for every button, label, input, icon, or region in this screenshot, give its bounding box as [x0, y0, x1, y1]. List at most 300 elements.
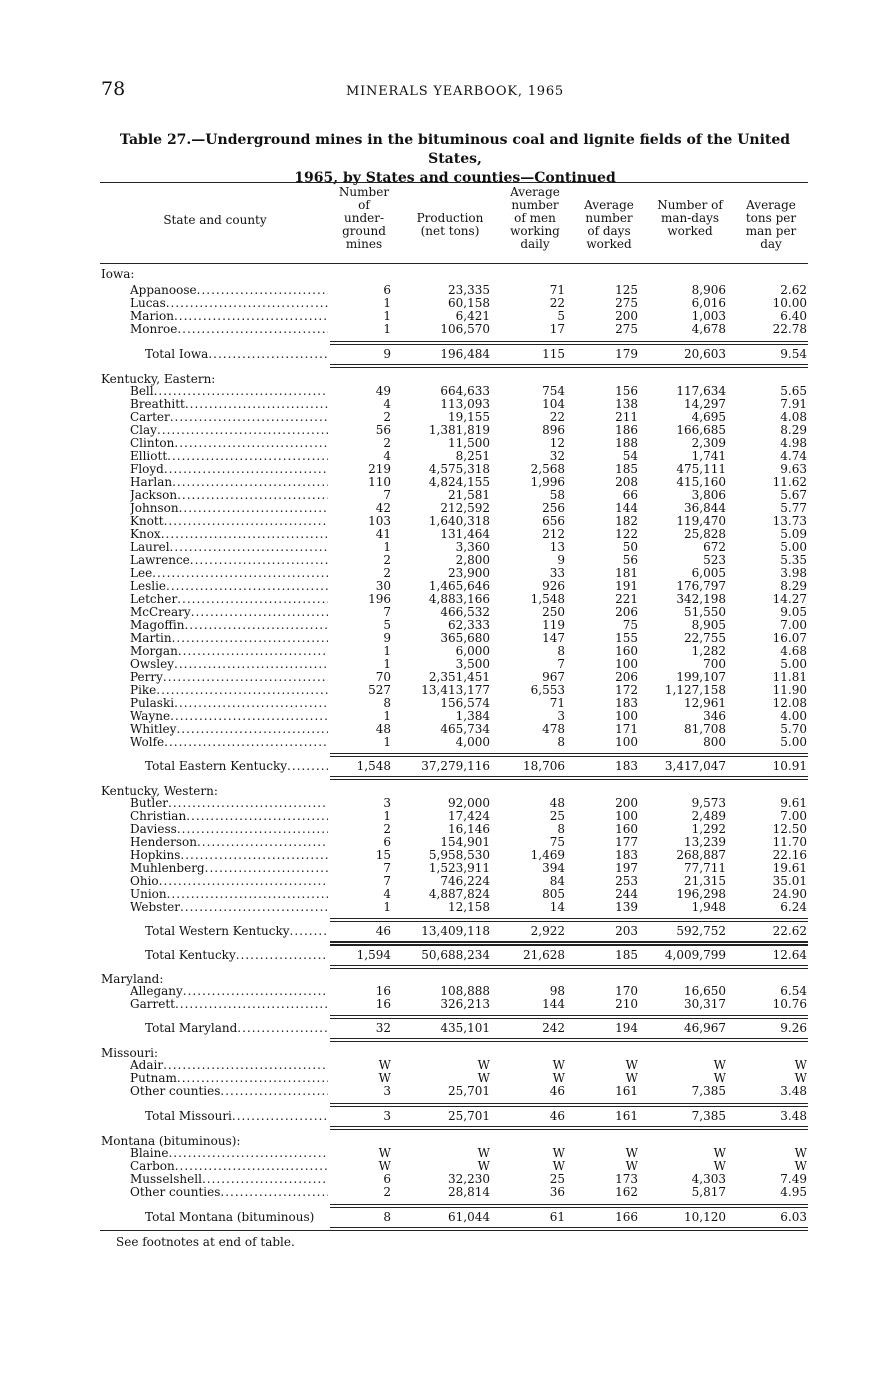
cell-production: 365,680 — [440, 631, 490, 645]
cell-days: 66 — [622, 488, 638, 502]
cell-days: 161 — [615, 1109, 638, 1123]
cell-men: 21,628 — [523, 948, 565, 962]
county-name: Garrett ..... — [130, 998, 328, 1011]
cell-tons-per-man: 6.03 — [780, 1210, 807, 1224]
cell-days: 253 — [615, 874, 638, 888]
county-name: Clay ..... — [130, 424, 328, 437]
county-name: Ohio ..... — [130, 875, 328, 888]
cell-tons-per-man: W — [794, 1058, 807, 1072]
table-row — [0, 862, 873, 875]
total-double-rule — [330, 1207, 808, 1208]
cell-men: 25 — [549, 809, 565, 823]
cell-mines: 1 — [383, 644, 391, 658]
cell-man-days: 36,844 — [684, 501, 726, 515]
total-double-rule — [330, 1038, 808, 1039]
cell-tons-per-man: 13.73 — [772, 514, 807, 528]
table-row — [0, 619, 873, 632]
state-name: Montana (bituminous): — [101, 1135, 241, 1148]
cell-men: 104 — [542, 397, 565, 411]
total-double-rule — [330, 918, 808, 919]
cell-men: 1,548 — [530, 592, 565, 606]
cell-man-days: 7,385 — [691, 1109, 726, 1123]
cell-man-days: 700 — [703, 657, 726, 671]
cell-men: W — [552, 1159, 565, 1173]
cell-mines: 3 — [383, 1109, 391, 1123]
cell-tons-per-man: 16.07 — [772, 631, 807, 645]
cell-production: 4,824,155 — [428, 475, 490, 489]
county-name: Knott ..... — [130, 515, 328, 528]
table-row — [0, 901, 873, 914]
cell-men: 8 — [557, 735, 565, 749]
cell-production: 25,701 — [448, 1084, 490, 1098]
cell-man-days: W — [713, 1146, 726, 1160]
cell-tons-per-man: 22.62 — [772, 924, 807, 938]
cell-production: 13,413,177 — [421, 683, 490, 697]
cell-mines: W — [378, 1146, 391, 1160]
cell-mines: 527 — [368, 683, 391, 697]
cell-tons-per-man: 6.40 — [780, 309, 807, 323]
cell-men: 656 — [542, 514, 565, 528]
table-row — [0, 1085, 873, 1098]
cell-days: 56 — [622, 553, 638, 567]
cell-man-days: 4,695 — [691, 410, 726, 424]
table-row — [0, 297, 873, 310]
cell-mines: 2 — [383, 566, 391, 580]
county-name: Monroe ..... — [130, 323, 328, 336]
cell-man-days: W — [713, 1058, 726, 1072]
cell-tons-per-man: 22.16 — [772, 848, 807, 862]
cell-days: W — [625, 1071, 638, 1085]
county-name: Hopkins ..... — [130, 849, 328, 862]
cell-men: 22 — [549, 296, 565, 310]
county-name: Morgan ..... — [130, 645, 328, 658]
cell-days: 185 — [615, 948, 638, 962]
cell-production: 1,384 — [455, 709, 490, 723]
cell-tons-per-man: 5.00 — [780, 657, 807, 671]
cell-man-days: 4,678 — [691, 322, 726, 336]
cell-men: 13 — [549, 540, 565, 554]
cell-mines: 110 — [368, 475, 391, 489]
cell-man-days: 119,470 — [676, 514, 726, 528]
cell-production: 466,532 — [440, 605, 490, 619]
cell-man-days: 1,127,158 — [664, 683, 726, 697]
cell-mines: 2 — [383, 1185, 391, 1199]
cell-tons-per-man: 4.74 — [780, 449, 807, 463]
cell-mines: 46 — [375, 924, 391, 938]
cell-days: 138 — [615, 397, 638, 411]
cell-man-days: 12,961 — [684, 696, 726, 710]
total-double-rule — [330, 1106, 808, 1107]
table-row — [0, 323, 873, 336]
cell-production: 113,093 — [440, 397, 490, 411]
cell-tons-per-man: 9.63 — [780, 462, 807, 476]
county-name: Knox ..... — [130, 528, 328, 541]
cell-man-days: 6,016 — [691, 296, 726, 310]
cell-days: 191 — [615, 579, 638, 593]
total-label: Total Montana (bituminous) — [145, 1211, 315, 1224]
cell-days: 177 — [615, 835, 638, 849]
state-heading-row — [0, 268, 873, 281]
cell-mines: 219 — [368, 462, 391, 476]
cell-mines: 1 — [383, 309, 391, 323]
cell-men: 896 — [542, 423, 565, 437]
cell-men: 115 — [542, 347, 565, 361]
cell-man-days: 51,550 — [684, 605, 726, 619]
cell-production: 4,575,318 — [428, 462, 490, 476]
table-row — [0, 998, 873, 1011]
cell-men: 46 — [549, 1109, 565, 1123]
cell-production: 2,800 — [455, 553, 490, 567]
cell-days: 181 — [615, 566, 638, 580]
cell-mines: 32 — [375, 1021, 391, 1035]
cell-days: 173 — [615, 1172, 638, 1186]
cell-mines: 1 — [383, 709, 391, 723]
table-row — [0, 888, 873, 901]
cell-production: 60,158 — [448, 296, 490, 310]
cell-mines: 6 — [383, 835, 391, 849]
cell-man-days: 46,967 — [684, 1021, 726, 1035]
cell-man-days: 592,752 — [676, 924, 726, 938]
cell-days: 244 — [615, 887, 638, 901]
county-name: Wolfe ..... — [130, 736, 328, 749]
cell-men: 2,568 — [530, 462, 565, 476]
cell-tons-per-man: W — [794, 1159, 807, 1173]
county-name: Whitley ..... — [130, 723, 328, 736]
cell-production: 435,101 — [440, 1021, 490, 1035]
cell-man-days: W — [713, 1071, 726, 1085]
cell-tons-per-man: 11.70 — [772, 835, 807, 849]
header-days: Average number of days worked — [584, 198, 634, 251]
cell-tons-per-man: 3.48 — [780, 1109, 807, 1123]
cell-days: 194 — [615, 1021, 638, 1035]
cell-production: 4,883,166 — [428, 592, 490, 606]
cell-production: 6,421 — [455, 309, 490, 323]
cell-tons-per-man: 12.64 — [772, 948, 807, 962]
total-label: Total Kentucky ..... — [145, 949, 328, 962]
cell-men: W — [552, 1071, 565, 1085]
county-name: Elliott ..... — [130, 450, 328, 463]
cell-production: 3,500 — [455, 657, 490, 671]
table-row — [0, 1059, 873, 1072]
cell-mines: 1 — [383, 322, 391, 336]
cell-tons-per-man: 19.61 — [772, 861, 807, 875]
cell-mines: 70 — [375, 670, 391, 684]
county-name: Putnam ..... — [130, 1072, 328, 1085]
total-double-rule — [330, 1018, 808, 1019]
cell-man-days: 22,755 — [684, 631, 726, 645]
total-double-rule — [330, 942, 808, 943]
cell-mines: 16 — [375, 997, 391, 1011]
cell-mines: 1 — [383, 809, 391, 823]
table-row — [0, 736, 873, 749]
county-name: Leslie ..... — [130, 580, 328, 593]
cell-days: 206 — [615, 605, 638, 619]
county-name: Other counties ..... — [130, 1186, 328, 1199]
cell-man-days: 1,741 — [691, 449, 726, 463]
cell-days: 197 — [615, 861, 638, 875]
table-row — [0, 606, 873, 619]
cell-man-days: 3,806 — [691, 488, 726, 502]
county-name: Pulaski ..... — [130, 697, 328, 710]
county-name: Allegany ..... — [130, 985, 328, 998]
county-name: Harlan ..... — [130, 476, 328, 489]
cell-men: 2,922 — [530, 924, 565, 938]
cell-men: 394 — [542, 861, 565, 875]
cell-production: 106,570 — [440, 322, 490, 336]
table-row — [0, 810, 873, 823]
cell-tons-per-man: 9.61 — [780, 796, 807, 810]
cell-days: 211 — [615, 410, 638, 424]
cell-mines: 9 — [383, 631, 391, 645]
cell-mines: 6 — [383, 283, 391, 297]
header-man-days: Number of man-days worked — [657, 198, 723, 238]
cell-tons-per-man: 2.62 — [780, 283, 807, 297]
cell-mines: 196 — [368, 592, 391, 606]
cell-days: 210 — [615, 997, 638, 1011]
cell-mines: 16 — [375, 984, 391, 998]
total-double-rule — [330, 367, 808, 368]
cell-production: 212,592 — [440, 501, 490, 515]
cell-production: 1,381,819 — [428, 423, 490, 437]
table-row — [0, 1186, 873, 1199]
cell-man-days: 16,650 — [684, 984, 726, 998]
county-name: Marion ..... — [130, 310, 328, 323]
cell-days: 188 — [615, 436, 638, 450]
cell-production: 25,701 — [448, 1109, 490, 1123]
cell-mines: 1 — [383, 540, 391, 554]
total-double-rule — [330, 1015, 808, 1016]
cell-days: 162 — [615, 1185, 638, 1199]
cell-tons-per-man: 9.05 — [780, 605, 807, 619]
cell-men: 8 — [557, 644, 565, 658]
cell-mines: 15 — [375, 848, 391, 862]
cell-mines: 7 — [383, 488, 391, 502]
cell-men: 754 — [542, 384, 565, 398]
cell-man-days: 7,385 — [691, 1084, 726, 1098]
cell-mines: 7 — [383, 874, 391, 888]
cell-production: 5,958,530 — [428, 848, 490, 862]
cell-tons-per-man: 3.98 — [780, 566, 807, 580]
cell-tons-per-man: 8.29 — [780, 579, 807, 593]
cell-days: 160 — [615, 644, 638, 658]
cell-man-days: 342,198 — [676, 592, 726, 606]
header-men: Average number of men working daily — [510, 185, 560, 251]
cell-tons-per-man: 14.27 — [772, 592, 807, 606]
cell-production: 92,000 — [448, 796, 490, 810]
cell-tons-per-man: 12.50 — [772, 822, 807, 836]
cell-men: 926 — [542, 579, 565, 593]
total-double-rule — [330, 945, 808, 946]
cell-man-days: 20,603 — [684, 347, 726, 361]
cell-production: W — [477, 1146, 490, 1160]
cell-days: 185 — [615, 462, 638, 476]
cell-men: 3 — [557, 709, 565, 723]
table-row — [0, 398, 873, 411]
cell-mines: 30 — [375, 579, 391, 593]
cell-production: 21,581 — [448, 488, 490, 502]
page-number: 78 — [101, 78, 126, 100]
county-name: Butler ..... — [130, 797, 328, 810]
cell-days: 183 — [615, 759, 638, 773]
cell-days: 200 — [615, 309, 638, 323]
county-name: Other counties ..... — [130, 1085, 328, 1098]
total-double-rule — [330, 756, 808, 757]
cell-production: 17,424 — [448, 809, 490, 823]
cell-tons-per-man: 5.35 — [780, 553, 807, 567]
total-double-rule — [330, 1204, 808, 1205]
cell-men: 33 — [549, 566, 565, 580]
county-name: Jackson ..... — [130, 489, 328, 502]
cell-man-days: 81,708 — [684, 722, 726, 736]
cell-men: 250 — [542, 605, 565, 619]
cell-man-days: 4,303 — [691, 1172, 726, 1186]
cell-days: 122 — [615, 527, 638, 541]
cell-men: 6,553 — [530, 683, 565, 697]
table-row — [0, 424, 873, 437]
table-row — [0, 645, 873, 658]
cell-tons-per-man: W — [794, 1146, 807, 1160]
table-title-line-1: Table 27.—Underground mines in the bituminous coal and lignite fields of the United States, — [119, 132, 791, 167]
cell-mines: 4 — [383, 887, 391, 901]
cell-days: 139 — [615, 900, 638, 914]
county-name: McCreary ..... — [130, 606, 328, 619]
total-row — [0, 760, 873, 773]
cell-days: 221 — [615, 592, 638, 606]
cell-men: 967 — [542, 670, 565, 684]
cell-man-days: 14,297 — [684, 397, 726, 411]
cell-men: 9 — [557, 553, 565, 567]
county-name: Muhlenberg ..... — [130, 862, 328, 875]
cell-days: 206 — [615, 670, 638, 684]
cell-mines: 7 — [383, 861, 391, 875]
county-name: Wayne ..... — [130, 710, 328, 723]
cell-days: 172 — [615, 683, 638, 697]
header-state-county: State and county — [163, 213, 267, 227]
cell-tons-per-man: 10.00 — [772, 296, 807, 310]
cell-tons-per-man: 11.62 — [772, 475, 807, 489]
county-name: Christian ..... — [130, 810, 328, 823]
cell-days: 125 — [615, 283, 638, 297]
cell-days: 155 — [615, 631, 638, 645]
total-double-rule — [330, 1129, 808, 1130]
table-row — [0, 310, 873, 323]
cell-man-days: 268,887 — [676, 848, 726, 862]
table-row — [0, 684, 873, 697]
total-label: Total Western Kentucky ..... — [145, 925, 328, 938]
total-double-rule — [330, 1227, 808, 1228]
cell-man-days: 800 — [703, 735, 726, 749]
cell-man-days: 199,107 — [676, 670, 726, 684]
cell-days: 100 — [615, 657, 638, 671]
cell-tons-per-man: 9.54 — [780, 347, 807, 361]
cell-man-days: 2,489 — [691, 809, 726, 823]
cell-mines: 1 — [383, 657, 391, 671]
cell-days: 170 — [615, 984, 638, 998]
cell-mines: 1,594 — [356, 948, 391, 962]
total-row — [0, 1211, 873, 1224]
cell-tons-per-man: 10.91 — [772, 759, 807, 773]
cell-days: 275 — [615, 322, 638, 336]
cell-tons-per-man: 4.98 — [780, 436, 807, 450]
cell-mines: 1 — [383, 900, 391, 914]
cell-production: 3,360 — [455, 540, 490, 554]
total-double-rule — [330, 341, 808, 342]
cell-production: W — [477, 1058, 490, 1072]
cell-production: 37,279,116 — [421, 759, 490, 773]
county-name: Floyd ..... — [130, 463, 328, 476]
cell-days: 166 — [615, 1210, 638, 1224]
table-row — [0, 710, 873, 723]
cell-men: W — [552, 1058, 565, 1072]
total-double-rule — [330, 968, 808, 969]
cell-men: 242 — [542, 1021, 565, 1035]
cell-men: W — [552, 1146, 565, 1160]
cell-tons-per-man: 35.01 — [772, 874, 807, 888]
cell-mines: 3 — [383, 796, 391, 810]
cell-tons-per-man: 5.09 — [780, 527, 807, 541]
cell-men: 75 — [549, 835, 565, 849]
state-name: Maryland: — [101, 973, 164, 986]
cell-tons-per-man: 5.77 — [780, 501, 807, 515]
cell-man-days: 166,685 — [676, 423, 726, 437]
cell-tons-per-man: 5.70 — [780, 722, 807, 736]
header-mines: Number of under- ground mines — [338, 185, 390, 251]
cell-man-days: 9,573 — [691, 796, 726, 810]
cell-days: 100 — [615, 709, 638, 723]
cell-men: 32 — [549, 449, 565, 463]
cell-mines: 8 — [383, 696, 391, 710]
cell-production: 23,900 — [448, 566, 490, 580]
cell-man-days: 3,417,047 — [664, 759, 726, 773]
cell-mines: 2 — [383, 553, 391, 567]
cell-days: 183 — [615, 848, 638, 862]
cell-man-days: 1,003 — [691, 309, 726, 323]
cell-man-days: 415,160 — [676, 475, 726, 489]
cell-production: 154,901 — [440, 835, 490, 849]
cell-man-days: 77,711 — [684, 861, 726, 875]
cell-mines: 6 — [383, 1172, 391, 1186]
cell-mines: 4 — [383, 397, 391, 411]
cell-men: 61 — [549, 1210, 565, 1224]
county-name: Bell ..... — [130, 385, 328, 398]
total-label: Total Maryland ..... — [145, 1022, 328, 1035]
table-row — [0, 1147, 873, 1160]
cell-men: 1,996 — [530, 475, 565, 489]
footnote: See footnotes at end of table. — [116, 1235, 295, 1249]
cell-tons-per-man: 7.49 — [780, 1172, 807, 1186]
cell-mines: W — [378, 1058, 391, 1072]
cell-days: 54 — [622, 449, 638, 463]
county-name: Webster ..... — [130, 901, 328, 914]
cell-tons-per-man: 5.67 — [780, 488, 807, 502]
cell-men: 478 — [542, 722, 565, 736]
cell-man-days: 25,828 — [684, 527, 726, 541]
cell-men: 22 — [549, 410, 565, 424]
cell-production: 326,213 — [440, 997, 490, 1011]
table-title-line-2: 1965, by States and counties—Continued — [294, 170, 616, 186]
cell-men: 71 — [549, 283, 565, 297]
total-label: Total Iowa ..... — [145, 348, 328, 361]
table-row — [0, 697, 873, 710]
cell-days: 275 — [615, 296, 638, 310]
county-name: Johnson ..... — [130, 502, 328, 515]
cell-men: 1,469 — [530, 848, 565, 862]
cell-production: 23,335 — [448, 283, 490, 297]
cell-tons-per-man: 7.91 — [780, 397, 807, 411]
cell-men: 98 — [549, 984, 565, 998]
table-row — [0, 797, 873, 810]
cell-men: 7 — [557, 657, 565, 671]
